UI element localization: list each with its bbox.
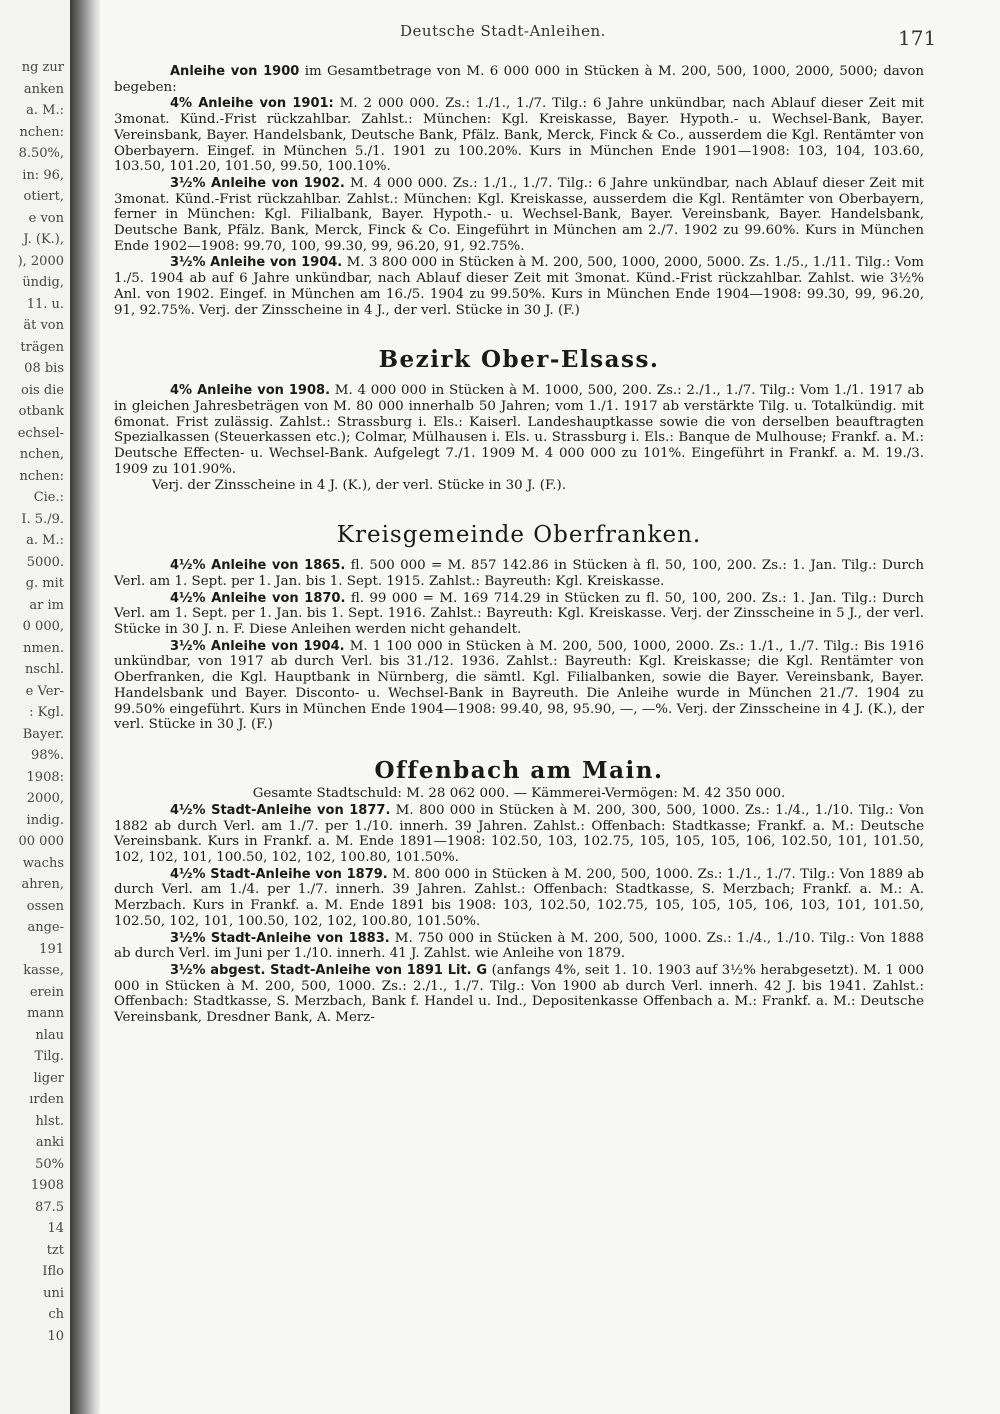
- gutter-text-fragment: mann: [27, 1006, 64, 1021]
- gutter-text-fragment: 5000.: [26, 555, 64, 570]
- gutter-text-fragment: 98%.: [30, 748, 64, 763]
- gutter-text-fragment: J. (K.),: [23, 232, 64, 247]
- statute-note: Verj. der Zinsscheine in 4 J. (K.), der verl. Stücke in 30 J. (F.).: [152, 478, 566, 494]
- loan-entry: [114, 803, 924, 866]
- gutter-text-fragment: 8.50%,: [18, 146, 64, 161]
- gutter-text-fragment: liger: [33, 1071, 64, 1086]
- loan-title: 4½% Stadt-Anleihe von 1879.: [170, 866, 388, 882]
- gutter-text-fragment: 1908:: [26, 770, 64, 785]
- gutter-text-fragment: a. M.:: [26, 103, 64, 118]
- loan-entry: [114, 64, 924, 95]
- gutter-text-fragment: 08 bis: [24, 361, 64, 376]
- gutter-text-fragment: otbank: [18, 404, 64, 419]
- section-munich-loans: [114, 64, 924, 318]
- loan-text: (anfangs 4%, seit 1. 10. 1903 auf 3½% herabgesetzt). M. 1 000 000 in Stücken à M. 200, 500, 1000. Zs.: 2./1., 1./7. Tilg.: Von 1900 ab durch Verl. innerh. 42 J. bis 1941. Zahlst.: Offenbach: Stadtkasse, S. Merzbach, Bank f. Handel u. Ind., Depositenkasse Offenbach a. M.: Frankf. a. M.: Deutsche Vereinsbank, Dresdner Bank, A. Merz-: [114, 962, 924, 1026]
- loan-title: 3½% abgest. Stadt-Anleihe von 1891 Lit. G: [170, 962, 488, 978]
- loan-entry: [114, 383, 924, 477]
- loan-entry: [114, 963, 924, 1026]
- loan-title: 4% Anleihe von 1901:: [170, 96, 334, 112]
- loan-title: 3½% Anleihe von 1904.: [170, 638, 345, 654]
- gutter-text-fragment: uni: [43, 1286, 64, 1301]
- loan-title: 4½% Stadt-Anleihe von 1877.: [170, 802, 391, 818]
- section-heading: Offenbach am Main.: [374, 756, 664, 784]
- gutter-text-fragment: ar im: [29, 598, 64, 613]
- page-number: 171: [898, 26, 937, 50]
- gutter-text-fragment: 14: [47, 1221, 64, 1236]
- gutter-text-fragment: 0 000,: [22, 619, 64, 634]
- gutter-text-fragment: tzt: [46, 1243, 64, 1258]
- gutter-text-fragment: ahren,: [21, 877, 64, 892]
- gutter-text-fragment: Cie.:: [33, 490, 64, 505]
- gutter-text-fragment: ossen: [26, 899, 64, 914]
- gutter-text-fragment: kasse,: [23, 963, 64, 978]
- section-oberfranken: [114, 522, 924, 733]
- loan-title: 4½% Anleihe von 1865.: [170, 558, 346, 574]
- loan-text: M. 1 100 000 in Stücken à M. 200, 500, 1000, 2000. Zs.: 1./1., 1./7. Tilg.: Bis 1916 unkündbar, von 1917 ab durch Verl. bis 31./12. 1936. Zahlst.: Bayreuth: Kgl. Kreiskasse; die Kgl. Rentämter von Oberfranken, die Kgl. Hauptbank in Nürnberg, die sämtl. Kgl. Filialbanken, sowie die Bayer. Vereinsbank, Bayer. Handelsbank und Bayer. Disconto- u. Wechsel-Bank in Bayreuth. Die Anleihe wurde in München 21./7. 1904 zu 99.50% eingeführt. Kurs in München Ende 1904—1908: 99.40, 98, 95.90, —, —%. Verj. der Zinsscheine in 4 J. (K.), der verl. Stücke in 30 J. (F.): [114, 638, 924, 733]
- section-heading: Kreisgemeinde Oberfranken.: [336, 522, 702, 549]
- gutter-text-fragment: nchen:: [19, 469, 64, 484]
- loan-title: 3½% Anleihe von 1902.: [170, 175, 345, 191]
- gutter-text-fragment: nchen:: [19, 125, 64, 140]
- gutter-text-fragment: e von: [28, 211, 64, 226]
- gutter-text-fragment: ırden: [29, 1092, 64, 1107]
- gutter-text-fragment: 10: [47, 1329, 64, 1344]
- gutter-text-fragment: nmen.: [23, 641, 64, 656]
- gutter-text-fragment: 50%: [35, 1157, 64, 1172]
- book-spine-shadow: [70, 0, 100, 1414]
- section-heading: Bezirk Ober-Elsass.: [378, 346, 660, 374]
- loan-text: M. 3 800 000 in Stücken à M. 200, 500, 1000, 2000, 5000. Zs. 1./5., 1./11. Tilg.: Vom 1./5. 1904 ab auf 6 Jahre unkündbar, nach Ablauf dieser Zeit mit 3monat. Künd.-Frist rückzahlbar. Zahlst. wie 3½% Anl. von 1902. Eingef. in München am 16./5. 1904 zu 99.50%. Kurs in München Ende 1904—1908: 99.30, 99, 96.20, 91, 92.75%. Verj. der Zinsscheine in 4 J., der verl. Stücke in 30 J. (F.): [114, 255, 924, 318]
- gutter-text-fragment: ch: [48, 1307, 64, 1322]
- gutter-text-fragment: 00 000: [18, 834, 64, 849]
- gutter-text-fragment: 87.5: [35, 1200, 64, 1215]
- gutter-text-fragment: ois die: [21, 383, 64, 398]
- gutter-text-fragment: 1908: [30, 1178, 64, 1193]
- loan-text: fl. 99 000 = M. 169 714.29 in Stücken zu fl. 50, 100, 200. Zs.: 1. Jan. Tilg.: Durch Verl. am 1. Sept. per 1. Jan. bis 1. Sept. 1916. Zahlst.: Bayreuth: Kgl. Kreiskasse. Verj. der Zinsscheine in 5 J., der verl. Stücke in 30 J. n. F. Diese Anleihen werden nicht gehandelt.: [114, 590, 924, 637]
- loan-text: fl. 500 000 = M. 857 142.86 in Stücken à fl. 50, 100, 200. Zs.: 1. Jan. Tilg.: Durch Verl. am 1. Sept. per 1. Jan. bis 1. Sept. 1915. Zahlst.: Bayreuth: Kgl. Kreiskasse.: [114, 558, 924, 589]
- gutter-text-fragment: trägen: [20, 340, 64, 355]
- gutter-text-fragment: Bayer.: [22, 727, 64, 742]
- gutter-text-fragment: 2000,: [26, 791, 64, 806]
- gutter-text-fragment: anki: [35, 1135, 64, 1150]
- loan-title: 4½% Anleihe von 1870.: [170, 590, 346, 606]
- gutter-text-fragment: indig.: [26, 813, 64, 828]
- gutter-text-fragment: nschl.: [25, 662, 64, 677]
- gutter-text-fragment: ng zur: [21, 60, 64, 75]
- gutter-text-fragment: wachs: [22, 856, 64, 871]
- gutter-text-fragment: ündig,: [22, 275, 64, 290]
- loan-entry: [114, 255, 924, 318]
- gutter-text-fragment: 191: [39, 942, 64, 957]
- loan-entry: [114, 176, 924, 255]
- loan-entry: [114, 931, 924, 962]
- gutter-text-fragment: nlau: [35, 1028, 64, 1043]
- gutter-text-fragment: hlst.: [35, 1114, 64, 1129]
- gutter-text-fragment: ät von: [23, 318, 64, 333]
- loan-text: M. 4 000 000 in Stücken à M. 1000, 500, 200. Zs.: 2./1., 1./7. Tilg.: Vom 1./1. 1917 ab in gleichen Jahresbeträgen von M. 80 000 innerhalb 50 Jahren; vom 1./1. 1917 ab verstärkte Tilg. u. Totalkündig. mit 6monat. Frist zulässig. Zahlst.: Strassburg i. Els.: Kaiserl. Landeshauptkasse sowie die von derselben beauftragten Spezialkassen (Steuerkassen etc.); Colmar, Mülhausen i. Els. u. Strassburg i. Els.: Banque de Mulhouse; Frankf. a. M.: Deutsche Effecten- u. Wechsel-Bank. Aufgelegt 7./1. 1909 M. 4 000 000 zu 101%. Eingeführt in Frankf. a. M. 19./3. 1909 zu 101.90%.: [114, 383, 925, 477]
- section-offenbach: [114, 757, 924, 1026]
- loan-entry: [114, 558, 924, 589]
- gutter-text-fragment: a. M.:: [26, 533, 64, 548]
- loan-text: M. 2 000 000. Zs.: 1./1., 1./7. Tilg.: 6 Jahre unkündbar, nach Ablauf dieser Zeit mit 3monat. Künd.-Frist rückzahlbar. Zahlst.: München: Kgl. Kreiskasse, Bayer. Hypoth.- u. Wechsel-Bank, Bayer. Vereinsbank, Bayer. Handelsbank, Deutsche Bank, Pfälz. Bank, Merck, Finck & Co., ausserdem die Kgl. Rentämter von Oberbayern. Eingef. in München 5./1. 1901 zu 100.20%. Kurs in München Ende 1901—1908: 103, 104, 103.60, 103.50, 101.20, 101.50, 99.50, 100.10%.: [114, 96, 924, 175]
- loan-entry: [114, 867, 924, 930]
- gutter-text-fragment: 11. u.: [26, 297, 64, 312]
- gutter-text-fragment: in: 96,: [22, 168, 64, 183]
- gutter-text-fragment: echsel-: [17, 426, 64, 441]
- loan-title: 3½% Anleihe von 1904.: [170, 255, 343, 271]
- gutter-text-fragment: g. mit: [25, 576, 64, 591]
- gutter-text-fragment: ), 2000: [17, 254, 64, 269]
- facing-page-gutter: [0, 0, 70, 1414]
- loan-entry: [114, 591, 924, 638]
- gutter-text-fragment: Iflo: [42, 1264, 64, 1279]
- gutter-text-fragment: nchen,: [19, 447, 64, 462]
- loan-text: M. 750 000 in Stücken à M. 200, 500, 1000. Zs.: 1./4., 1./10. Tilg.: Von 1888 ab durch Verl. im Juni per 1./10. innerh. 41 J. Zahlst. wie Anleihe von 1879.: [114, 930, 924, 962]
- gutter-text-fragment: Tilg.: [34, 1049, 64, 1064]
- gutter-text-fragment: erein: [29, 985, 64, 1000]
- gutter-text-fragment: otiert,: [23, 189, 64, 204]
- gutter-text-fragment: e Ver-: [25, 684, 64, 699]
- loan-title: Anleihe von 1900: [170, 64, 300, 79]
- loan-text: im Gesamtbetrage von M. 6 000 000 in Stücken à M. 200, 500, 1000, 2000, 5000; davon begeben:: [114, 64, 925, 95]
- gutter-text-fragment: : Kgl.: [29, 705, 64, 720]
- gutter-text-fragment: ange-: [27, 920, 64, 935]
- gutter-text-fragment: I. 5./9.: [21, 512, 64, 527]
- gutter-text-fragment: anken: [23, 82, 64, 97]
- loan-entry: [114, 639, 924, 733]
- loan-text: M. 800 000 in Stücken à M. 200, 300, 500, 1000. Zs.: 1./4., 1./10. Tilg.: Von 1882 ab durch Verl. am 1./7. per 1./10. innerh. 39 Jahren. Zahlst.: Offenbach: Stadtkasse; Frankf. a. M.: Deutsche Vereinsbank. Kurs in Frankf. a. M. Ende 1891—1908: 102.50, 103, 102.75, 105, 105, 105, 106, 102.50, 101, 101.50, 102, 102, 101, 100.50, 102, 102, 100.80, 101.50%.: [114, 802, 924, 866]
- section-ober-elsass: [114, 346, 924, 494]
- loan-text: M. 4 000 000. Zs.: 1./1., 1./7. Tilg.: 6 Jahre unkündbar, nach Ablauf dieser Zeit mit 3monat. Künd.-Frist rückzahlbar. Zahlst.: München: Kgl. Kreiskasse, ausserdem die Kgl. Rentämter von Oberbayern, ferner in München: Kgl. Filialbank, Bayer. Hypoth.- u. Wechsel-Bank, Bayer. Vereinsbank, Bayer. Handelsbank, Deutsche Bank, Pfälz. Bank, Merck, Finck & Co. Eingeführt in München am 2./7. 1902 zu 99.60%. Kurs in München Ende 1902—1908: 99.70, 100, 99.30, 99, 96.20, 91, 92.75%.: [114, 175, 924, 254]
- loan-text: M. 800 000 in Stücken à M. 200, 500, 1000. Zs.: 1./1., 1./7. Tilg.: Von 1889 ab durch Verl. am 1./4. per 1./7. innerh. 39 Jahren. Zahlst.: Offenbach: Stadtkasse, S. Merzbach; Frankf. a. M.: A. Merzbach. Kurs in Frankf. a. M. Ende 1891 bis 1908: 103, 102.50, 102.75, 105, 105, 105, 106, 103, 101, 101.50, 102.50, 102, 101, 100.50, 102, 102, 100.80, 101.50%.: [114, 866, 924, 929]
- loan-title: 4% Anleihe von 1908.: [170, 383, 331, 399]
- page-body: [114, 64, 924, 1027]
- section-subline: Gesamte Stadtschuld: M. 28 062 000. — Kämmerei-Vermögen: M. 42 350 000.: [252, 785, 786, 801]
- running-head: Deutsche Stadt-Anleihen.: [400, 22, 606, 40]
- loan-entry: [114, 96, 924, 175]
- loan-title: 3½% Stadt-Anleihe von 1883.: [170, 930, 390, 946]
